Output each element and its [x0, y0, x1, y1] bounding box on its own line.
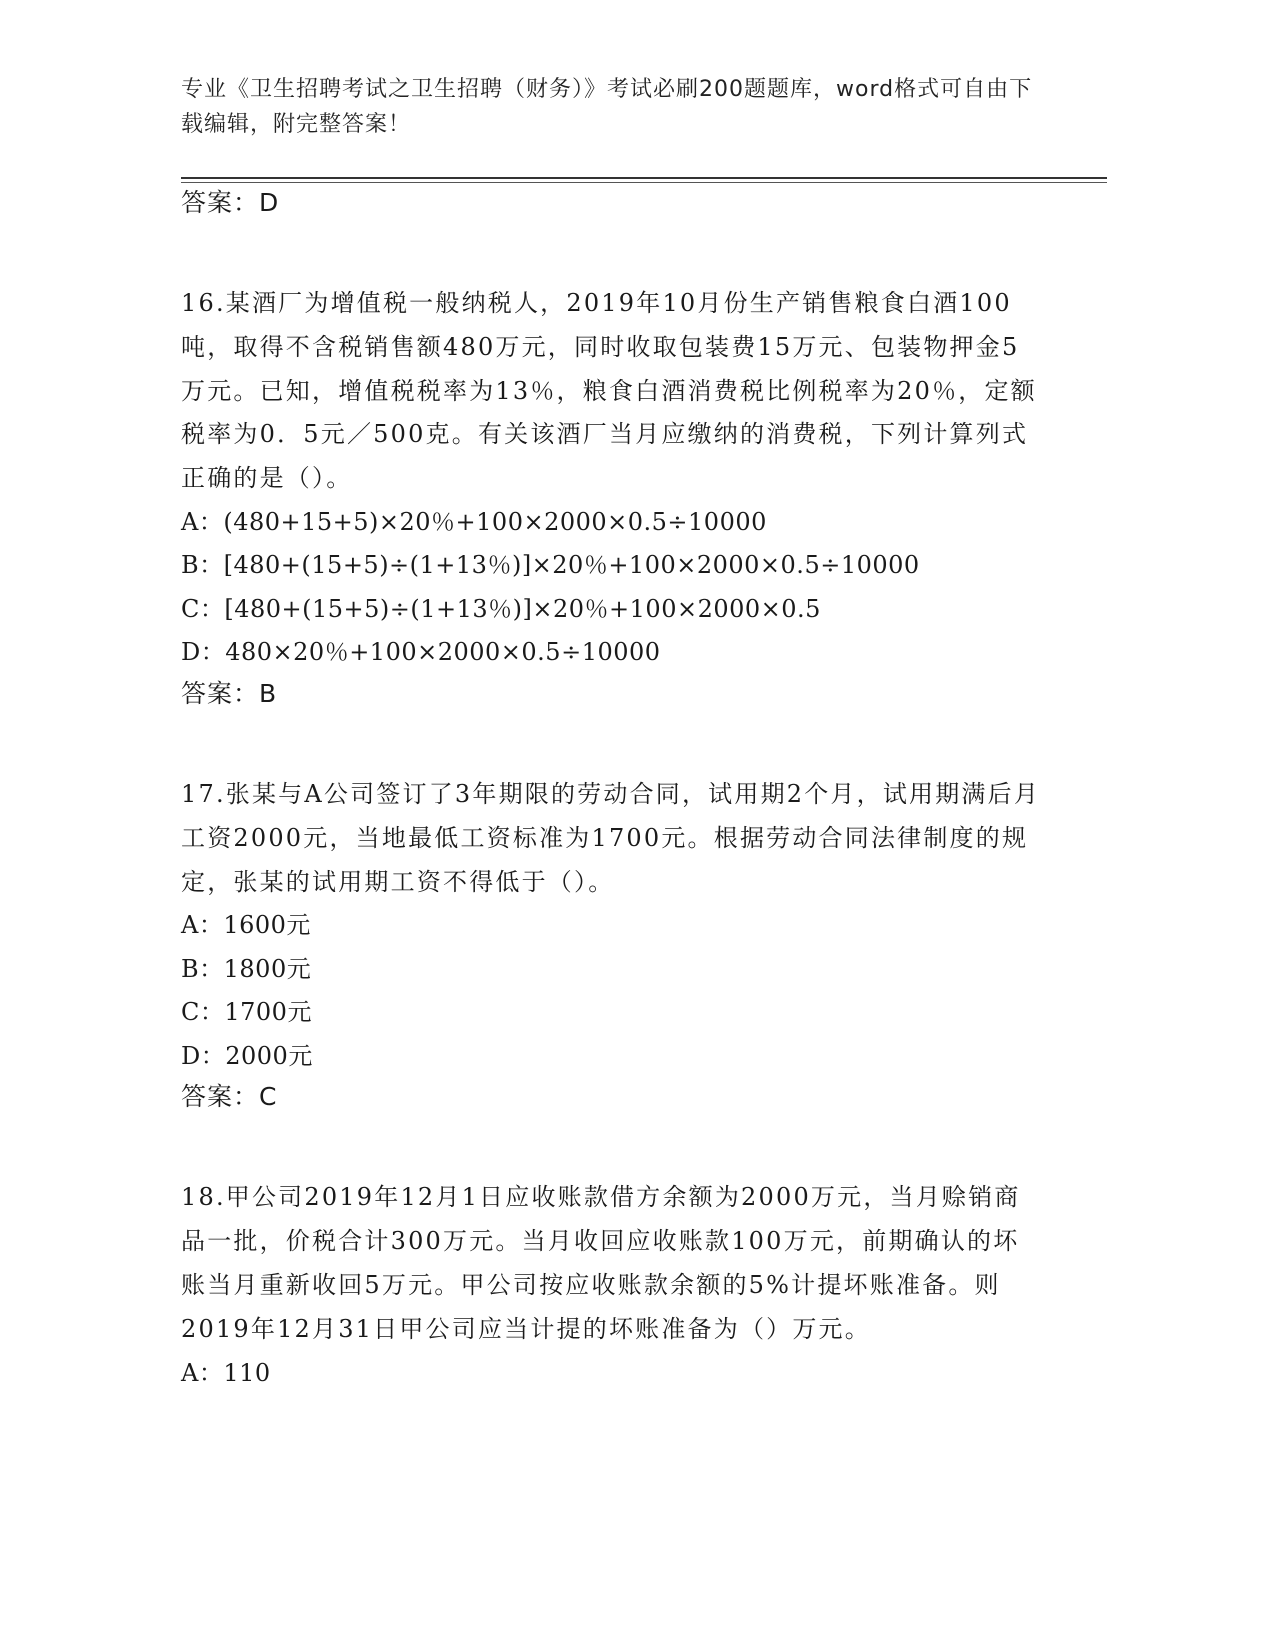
answer-label: 答案：D	[181, 188, 280, 217]
question-item	[181, 282, 1041, 709]
document-header: 专业《卫生招聘考试之卫生招聘（财务）》考试必刷200题题库，word格式可自由下载编辑，附完整答案！	[181, 77, 1033, 137]
question-stem: 16.某酒厂为增值税一般纳税人，2019年10月份生产销售粮食白酒100吨，取得不含税销售额480万元，同时收取包装费15万元、包装物押金5万元。已知，增值税税率为13％，粮食白酒消费税比例税率为20％，定额税率为0．5元／500克。有关该酒厂当月应缴纳的消费税，下列计算列式正确的是（）。	[181, 289, 1037, 493]
question-item	[181, 773, 1041, 1112]
question-item	[181, 1176, 1041, 1395]
option-d: D：2000元	[181, 1041, 313, 1070]
option-b: B：1800元	[181, 954, 312, 983]
option-b: B：[480+(15+5)÷(1+13％)]×20％+100×2000×0.5÷10000	[181, 551, 920, 580]
question-list	[181, 188, 1041, 1395]
option-d: D：480×20％+100×2000×0.5÷10000	[181, 638, 661, 667]
option-a: A：1600元	[181, 911, 311, 940]
header-divider-thick	[181, 177, 1107, 179]
question-stem: 18.甲公司2019年12月1日应收账款借方余额为2000万元，当月赊销商品一批，价税合计300万元。当月收回应收账款100万元，前期确认的坏账当月重新收回5万元。甲公司按应收账款余额的5%计提坏账准备。则2019年12月31日甲公司应当计提的坏账准备为（）万元。	[181, 1183, 1021, 1343]
answer-label: 答案：B	[181, 678, 278, 708]
question-stem: 17.张某与A公司签订了3年期限的劳动合同，试用期2个月，试用期满后月工资2000元，当地最低工资标准为1700元。根据劳动合同法律制度的规定，张某的试用期工资不得低于（）。	[181, 779, 1041, 896]
option-a: A：(480+15+5)×20％+100×2000×0.5÷10000	[181, 507, 767, 536]
option-c: C：[480+(15+5)÷(1+13％)]×20％+100×2000×0.5	[181, 594, 821, 623]
option-c: C：1700元	[181, 998, 312, 1027]
header-divider-thin	[181, 182, 1107, 183]
option-a: A：110	[181, 1358, 271, 1387]
answer-label: 答案：C	[181, 1082, 278, 1112]
